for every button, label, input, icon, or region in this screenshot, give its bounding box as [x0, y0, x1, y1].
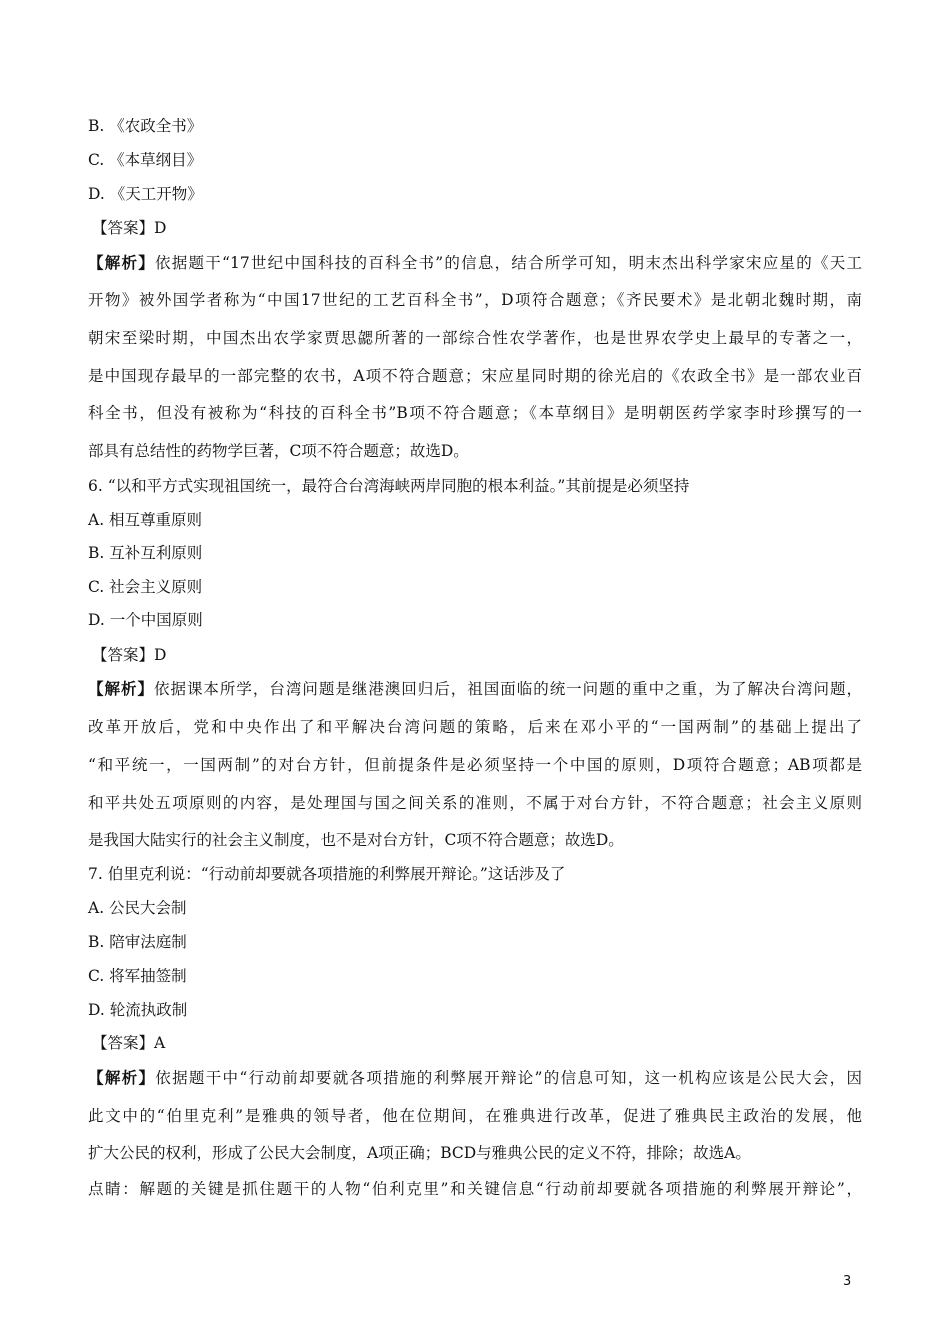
q7-option-c: C. 将军抽签制 [88, 967, 187, 985]
q7-stem: 7. 伯里克利说：“行动前却要就各项措施的利弊展开辩论。”这话涉及了 [88, 865, 566, 883]
q6-stem: 6. “以和平方式实现祖国统一，最符合台湾海峡两岸同胞的根本利益。”其前提是必须坚持 [88, 477, 690, 495]
q5-answer: 【答案】D [92, 219, 167, 237]
q7-option-b: B. 陪审法庭制 [88, 933, 187, 951]
q6-analysis-line: 是我国大陆实行的社会主义制度，也不是对台方针，C项不符合题意；故选D。 [88, 831, 624, 849]
q7-analysis-line: 此文中的“伯里克利”是雅典的领导者，他在位期间，在雅典进行改革，促进了雅典民主政治的发展，他 [88, 1107, 862, 1125]
q6-option-d: D. 一个中国原则 [88, 611, 203, 629]
q5-option-d: D. 《天工开物》 [88, 185, 203, 203]
q5-analysis-line: 科全书，但没有被称为“科技的百科全书”B项不符合题意；《本草纲目》是明朝医药学家李时珍撰写的一 [88, 404, 862, 422]
q5-analysis-line: 部具有总结性的药物学巨著，C项不符合题意；故选D。 [88, 442, 469, 460]
q7-analysis-line: 【解析】依据题干中“行动前却要就各项措施的利弊展开辩论”的信息可知，这一机构应该是公民大会，因 [88, 1068, 862, 1087]
q7-analysis-line: 扩大公民的权利，形成了公民大会制度，A项正确；BCD与雅典公民的定义不符，排除；故选A。 [88, 1144, 751, 1162]
q6-answer: 【答案】D [92, 646, 167, 664]
q7-analysis-label: 【解析】 [88, 1068, 156, 1087]
q6-option-a: A. 相互尊重原则 [88, 511, 203, 529]
q5-option-b: B. 《农政全书》 [88, 117, 203, 135]
q6-analysis-line: 【解析】依据课本所学，台湾问题是继港澳回归后，祖国面临的统一问题的重中之重，为了解决台湾问题， [88, 679, 862, 698]
q7-option-a: A. 公民大会制 [88, 899, 187, 917]
q7-option-d: D. 轮流执政制 [88, 1001, 188, 1019]
q5-analysis-line: 是中国现存最早的一部完整的农书，A项不符合题意；宋应星同时期的徐光启的《农政全书》是一部农业百 [88, 367, 862, 385]
q6-analysis-label: 【解析】 [88, 679, 154, 698]
page-number: 3 [843, 1274, 852, 1289]
q5-analysis-line: 开物》被外国学者称为“中国17世纪的工艺百科全书”，D项符合题意；《齐民要术》是北朝北魏时期，南 [88, 291, 862, 309]
q5-option-c: C. 《本草纲目》 [88, 151, 203, 169]
q5-analysis-line: 朝宋至梁时期，中国杰出农学家贾思勰所著的一部综合性农学著作，也是世界农学史上最早的专著之一， [88, 329, 862, 347]
q6-analysis-line: 和平共处五项原则的内容，是处理国与国之间关系的准则，不属于对台方针，不符合题意；社会主义原则 [88, 794, 862, 812]
q6-analysis-line: “和平统一，一国两制”的对台方针，但前提条件是必须坚持一个中国的原则，D项符合题意；AB项都是 [88, 756, 862, 774]
q5-analysis-line: 【解析】依据题干“17世纪中国科技的百科全书”的信息，结合所学可知，明末杰出科学家宋应星的《天工 [88, 253, 862, 272]
q5-analysis-label: 【解析】 [88, 253, 156, 272]
q6-option-c: C. 社会主义原则 [88, 578, 203, 596]
q6-analysis-line: 改革开放后，党和中央作出了和平解决台湾问题的策略，后来在邓小平的“一国两制”的基础上提出了 [88, 718, 862, 736]
q7-key-point: 点睛：解题的关键是抓住题干的人物“伯利克里”和关键信息“行动前却要就各项措施的利弊展开辩论”， [88, 1180, 862, 1198]
q7-answer: 【答案】A [92, 1034, 166, 1052]
q6-option-b: B. 互补互利原则 [88, 544, 203, 562]
